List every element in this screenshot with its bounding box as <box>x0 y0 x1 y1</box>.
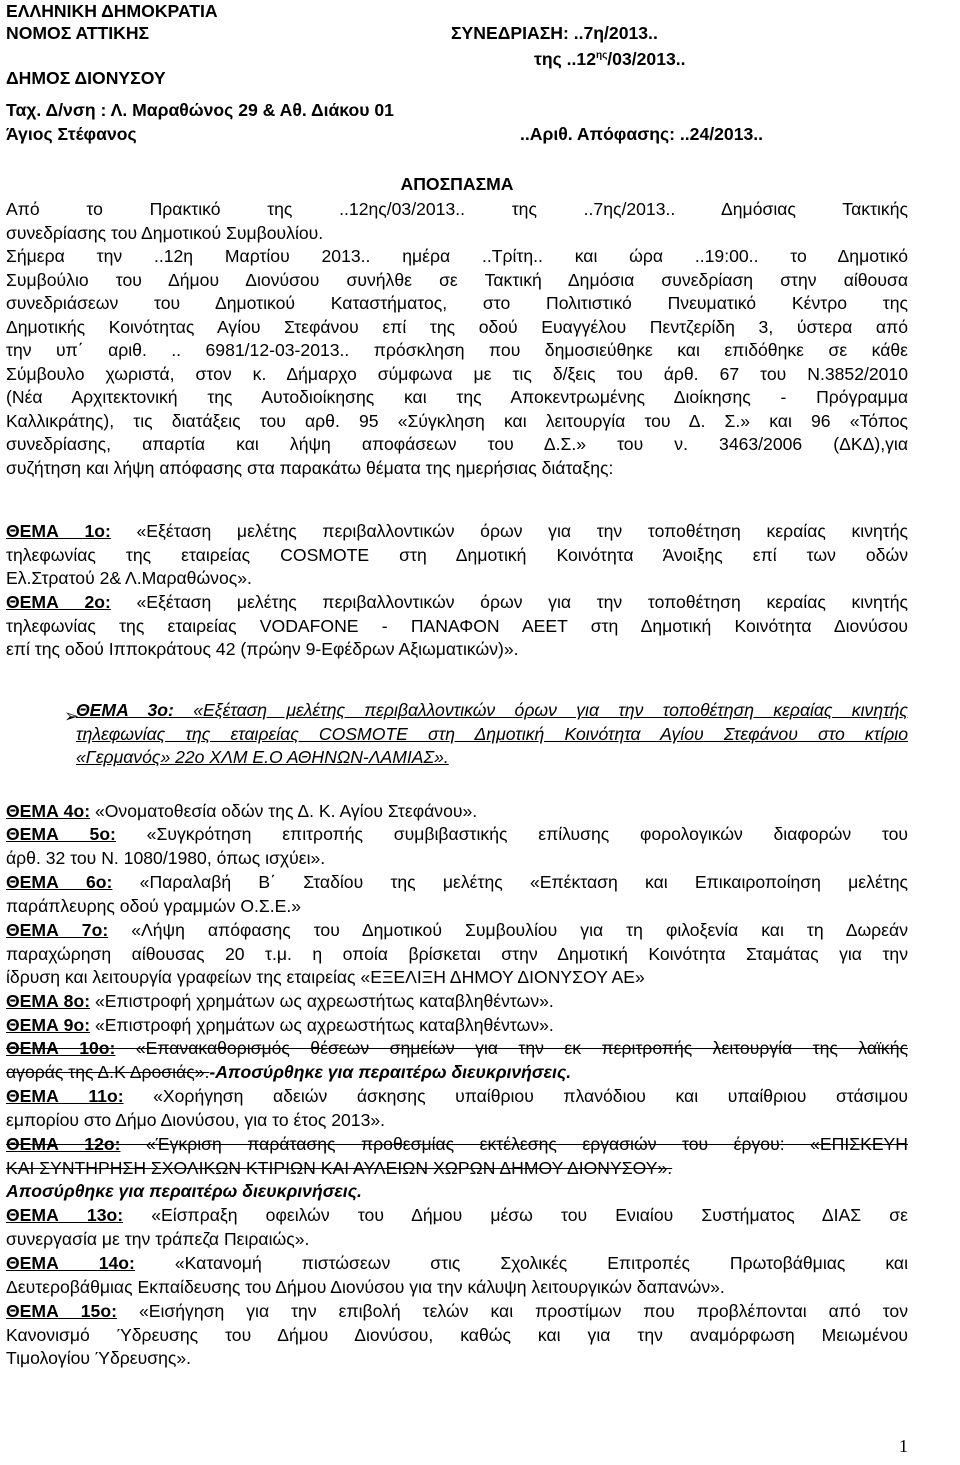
theme-7 <box>6 919 908 990</box>
theme-text: τηλεφωνίας της εταιρείας COSMOTE στη Δημοτική Κοινότητα Άνοιξης επί των οδών <box>6 544 908 565</box>
theme-text: άρθ. 32 του Ν. 1080/1980, όπως ισχύει». <box>6 847 326 868</box>
theme-label: ΘΕΜΑ 8ο: <box>6 991 91 1011</box>
theme-text: Τιμολογίου Ύδρευσης». <box>6 1348 192 1368</box>
municipality-heading: ΔΗΜΟΣ ΔΙΟΝΥΣΟΥ <box>6 68 166 88</box>
theme-text: παράπλευρης οδού γραμμών Ο.Σ.Ε.» <box>6 895 302 916</box>
theme-label: ΘΕΜΑ 12ο: <box>6 1134 121 1154</box>
arrow-bullet-icon: ➢ <box>64 706 80 726</box>
theme-text: «Χορήγηση αδειών άσκησης υπαίθριου πλανόδιου και υπαίθριου στάσιμου <box>153 1086 908 1106</box>
country-heading: ΕΛΛΗΝΙΚΗ ΔΗΜΟΚΡΑΤΙΑ <box>6 1 218 21</box>
theme-14 <box>6 1252 908 1299</box>
theme-text: Ελ.Στρατού 2& Λ.Μαραθώνος». <box>6 568 252 588</box>
decision-number: ..Αριθ. Απόφασης: ..24/2013.. <box>520 124 764 144</box>
theme-text: «Έγκριση παράτασης προθεσμίας εκτέλεσης εργασιών του έργου: «ΕΠΙΣΚΕΥΗ <box>146 1134 908 1154</box>
theme-label: ΘΕΜΑ 15ο: <box>6 1301 117 1321</box>
theme-1 <box>6 520 908 591</box>
intro-line: συνεδρίασης, απαρτία και λήψη αποφάσεων του Δ.Σ.» του ν. 3463/2006 (ΔΚΔ),για <box>6 434 908 454</box>
theme-text: αγοράς της Δ.Κ Δροσιάς». <box>6 1061 210 1082</box>
theme-label: ΘΕΜΑ 1ο: <box>6 521 111 541</box>
session-date <box>534 45 686 70</box>
theme-15 <box>6 1300 908 1371</box>
intro-line: Δημοτικής Κοινότητας Αγίου Στεφάνου επί της οδού Ευαγγέλου Πεντζερίδη 3, ύστερα από <box>6 316 908 337</box>
theme-text: παραχώρηση αίθουσας 20 τ.μ. η οποία βρίσκεται στην Δημοτική Κοινότητα Σταμάτας για την <box>6 943 908 964</box>
withdrawn-note: Αποσύρθηκε για περαιτέρω διευκρινήσεις. <box>6 1181 362 1201</box>
theme-9 <box>6 1014 908 1038</box>
intro-line: (Νέα Αρχιτεκτονική της Αυτοδιοίκησης και της Αποκεντρωμένης Διοίκησης - Πρόγραμμα <box>6 387 908 407</box>
theme-text: «Εισήγηση για την επιβολή τελών και προστίμων που προβλέπονται από τον <box>138 1301 909 1321</box>
theme-label: ΘΕΜΑ 7ο: <box>6 920 109 940</box>
theme-text: εμπορίου στο Δήμο Διονύσου, για το έτος 2013». <box>6 1109 386 1130</box>
theme-11 <box>6 1085 908 1132</box>
theme-text: επί της οδού Ιπποκράτους 42 (πρώην 9-Εφέδρων Αξιωματικών)». <box>6 639 519 659</box>
theme-text: Δευτεροβάθμιας Εκπαίδευσης του Δήμου Διονύσου για την κάλυψη λειτουργικών δαπανών». <box>6 1276 725 1297</box>
session-date-sup: ης <box>595 50 608 61</box>
prefecture-heading: ΝΟΜΟΣ ΑΤΤΙΚΗΣ <box>6 23 150 43</box>
intro-line: την υπ΄ αριθ. .. 6981/12-03-2013.. πρόσκληση που δημοσιεύθηκε και επιδόθηκε σε κάθε <box>6 340 908 360</box>
theme-label: ΘΕΜΑ 3ο: <box>76 700 174 720</box>
theme-text: «Επιστροφή χρημάτων ως αχρεωστήτως καταβληθέντων». <box>94 991 554 1011</box>
theme-text: «Παραλαβή Β΄ Σταδίου της μελέτης «Επέκταση και Επικαιροποίηση μελέτης <box>139 872 909 892</box>
theme-label: ΘΕΜΑ 5ο: <box>6 824 116 844</box>
theme-text: «Λήψη απόφασης του Δημοτικού Συμβουλίου για τη φιλοξενία και τη Δωρεάν <box>131 920 908 940</box>
theme-text: τηλεφωνίας της εταιρείας COSMOTE στη Δημοτική Κοινότητα Αγίου Στεφάνου στο κτίριο <box>76 723 908 744</box>
theme-2 <box>6 591 908 662</box>
theme-13 <box>6 1204 908 1251</box>
intro-line: Συμβούλιο του Δήμου Διονύσου συνήλθε σε Τακτική Δημόσια συνεδρίαση στην αίθουσα <box>6 269 908 290</box>
theme-text: «Συγκρότηση επιτροπής συμβιβαστικής επίλυσης φορολογικών διαφορών του <box>146 824 908 844</box>
address-line-2: Άγιος Στέφανος <box>6 124 137 144</box>
intro-paragraph <box>6 198 908 480</box>
withdrawn-note: -Αποσύρθηκε για περαιτέρω διευκρινήσεις. <box>209 1061 572 1082</box>
intro-line: Σήμερα την ..12η Μαρτίου 2013.. ημέρα ..Τρίτη.. και ώρα ..19:00.. το Δημοτικό <box>6 246 908 266</box>
theme-text: «Εξέταση μελέτης περιβαλλοντικών όρων για την τοποθέτηση κεραίας κινητής <box>136 592 909 612</box>
theme-10 <box>6 1037 908 1084</box>
intro-line: συνεδρίασης του Δημοτικού Συμβουλίου. <box>6 222 324 243</box>
theme-text: «Ονοματοθεσία οδών της Δ. Κ. Αγίου Στεφάνου». <box>94 801 478 821</box>
theme-text: «Επανακαθορισμός θέσεων σημείων για την εκ περιτροπής λειτουργία της λαϊκής <box>135 1038 908 1058</box>
session-date-prefix: της ..12 <box>534 48 596 69</box>
theme-5 <box>6 823 908 870</box>
intro-line: Καλλικράτης), τις διατάξεις του αρθ. 95 «Σύγκληση και λειτουργία του Δ. Σ.» και 96 «Τόπος <box>6 410 908 431</box>
theme-3 <box>76 699 908 770</box>
theme-text: συνεργασία με την τράπεζα Πειραιώς». <box>6 1228 310 1249</box>
theme-text: «Κατανομή πιστώσεων στις Σχολικές Επιτροπές Πρωτοβάθμιας και <box>174 1253 908 1273</box>
theme-text: ΚΑΙ ΣΥΝΤΗΡΗΣΗ ΣΧΟΛΙΚΩΝ ΚΤΙΡΙΩΝ ΚΑΙ ΑΥΛΕΙΩΝ ΧΩΡΩΝ ΔΗΜΟΥ ΔΙΟΝΥΣΟΥ». <box>6 1157 673 1178</box>
session-number: ΣΥΝΕΔΡΙΑΣΗ: ..7η/2013.. <box>451 23 658 43</box>
intro-line: Από το Πρακτικό της ..12ης/03/2013.. της ..7ης/2013.. Δημόσιας Τακτικής <box>6 199 908 219</box>
document-title: ΑΠΟΣΠΑΣΜΑ <box>400 174 514 194</box>
theme-label: ΘΕΜΑ 11ο: <box>6 1086 124 1106</box>
theme-label: ΘΕΜΑ 2ο: <box>6 592 111 612</box>
page-number: 1 <box>899 1436 908 1456</box>
intro-line: Σύμβουλο χωριστά, στον κ. Δήμαρχο σύμφωνα με τις δ/ξεις του άρθ. 67 του Ν.3852/2010 <box>6 363 908 384</box>
theme-12 <box>6 1133 908 1204</box>
theme-label: ΘΕΜΑ 4ο: <box>6 801 91 821</box>
theme-text: «Είσπραξη οφειλών του Δήμου μέσω του Ενιαίου Συστήματος ΔΙΑΣ σε <box>151 1205 908 1225</box>
theme-label: ΘΕΜΑ 10ο: <box>6 1038 116 1058</box>
theme-text: Κανονισμό Ύδρευσης του Δήμου Διονύσου, καθώς και για την αναμόρφωση Μειωμένου <box>6 1324 908 1345</box>
theme-label: ΘΕΜΑ 14ο: <box>6 1253 135 1273</box>
theme-label: ΘΕΜΑ 6ο: <box>6 872 113 892</box>
theme-text: «Εξέταση μελέτης περιβαλλοντικών όρων για την τοποθέτηση κεραίας κινητής <box>193 700 908 720</box>
theme-text: ίδρυση και λειτουργία γραφείων της εταιρείας «ΕΞΕΛΙΞΗ ΔΗΜΟΥ ΔΙΟΝΥΣΟΥ ΑΕ» <box>6 967 645 987</box>
theme-text: «Εξέταση μελέτης περιβαλλοντικών όρων για την τοποθέτηση κεραίας κινητής <box>136 521 909 541</box>
theme-text: «Επιστροφή χρημάτων ως αχρεωστήτως καταβληθέντων». <box>94 1015 554 1035</box>
theme-text: «Γερμανός» 22ο ΧΛΜ Ε.Ο ΑΘΗΝΩΝ-ΛΑΜΙΑΣ». <box>76 747 449 767</box>
address-line-1: Ταχ. Δ/νση : Λ. Μαραθώνος 29 & Αθ. Διάκου 01 <box>6 100 394 120</box>
theme-6 <box>6 871 908 918</box>
intro-line: συνεδριάσεων του Δημοτικού Καταστήματος, στο Πολιτιστικό Πνευματικό Κέντρο της <box>6 293 908 313</box>
theme-label: ΘΕΜΑ 13ο: <box>6 1205 124 1225</box>
theme-text: τηλεφωνίας της εταιρείας VODAFONE - ΠΑΝΑΦΟΝ ΑΕΕΤ στη Δημοτική Κοινότητα Διονύσου <box>6 615 908 636</box>
session-date-suffix: /03/2013.. <box>607 48 686 69</box>
intro-line: συζήτηση και λήψη απόφασης στα παρακάτω θέματα της ημερήσιας διάταξης: <box>6 457 614 478</box>
theme-8 <box>6 990 908 1014</box>
theme-4 <box>6 800 908 824</box>
theme-label: ΘΕΜΑ 9ο: <box>6 1015 91 1035</box>
